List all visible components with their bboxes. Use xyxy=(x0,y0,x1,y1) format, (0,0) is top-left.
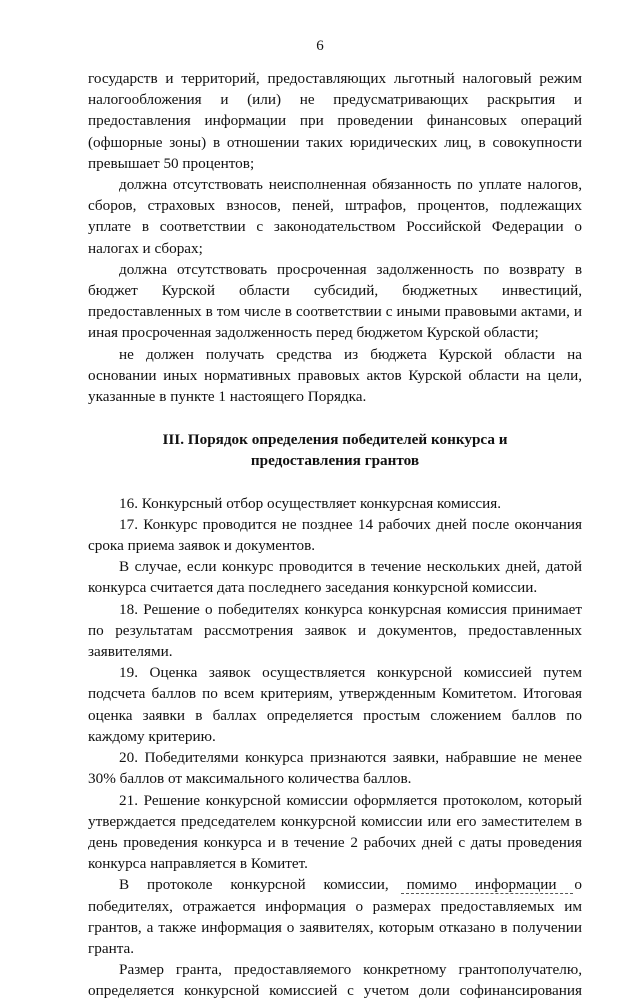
footer-rule xyxy=(401,893,573,894)
paragraph: 16. Конкурсный отбор осуществляет конкурсная комиссия. xyxy=(119,494,502,512)
paragraph: В протоколе конкурсной комиссии, помимо информации о победителях, отражается информация о размерах предоставляемых им грантов, а также информация о заявителях, которым отказано в получении гранта. xyxy=(88,876,582,957)
paragraph: 19. Оценка заявок осуществляется конкурсной комиссией путем подсчета баллов по всем критериям, утвержденным Комитетом. Итоговая оценка заявки в баллах определяется простым сложением баллов по каждому критерию. xyxy=(88,664,582,745)
page-number: 6 xyxy=(316,38,324,54)
paragraph: 20. Победителями конкурса признаются заявки, набравшие не менее 30% баллов от максимального количества баллов. xyxy=(88,749,582,788)
paragraph: 17. Конкурс проводится не позднее 14 рабочих дней после окончания срока приема заявок и документов. xyxy=(88,515,582,555)
section-heading xyxy=(88,429,582,471)
paragraph: должна отсутствовать неисполненная обязанность по уплате налогов, сборов, страховых взносов, пеней, штрафов, процентов, подлежащих уплате в соответствии с законодательством Российской Федерации о налогах и сборах; xyxy=(88,176,582,257)
paragraph: 18. Решение о победителях конкурса конкурсная комиссия принимает по результатам рассмотрения заявок и документов, предоставленных заявителями. xyxy=(88,600,582,661)
paragraph: В случае, если конкурс проводится в течение нескольких дней, датой конкурса считается дата последнего заседания конкурсной комиссии. xyxy=(88,558,582,597)
paragraph: должна отсутствовать просроченная задолженность по возврату в бюджет Курской области субсидий, бюджетных инвестиций, предоставленных в том числе в соответствии с иными правовыми актами, и иная просроченная задолженность перед бюджетом Курской области; xyxy=(88,260,582,342)
paragraph: 21. Решение конкурсной комиссии оформляется протоколом, который утверждается председателем конкурсной комиссии или его заместителем в день проведения конкурса и в течение 2 рабочих дней с даты проведения конкурса направляется в Комитет. xyxy=(88,791,582,873)
section-heading-line: III. Порядок определения победителей конкурса и xyxy=(162,431,508,449)
paragraph: Размер гранта, предоставляемого конкретному грантополучателю, определяется конкурсной комиссией с учетом доли софинансирования xyxy=(88,961,582,1000)
document-body xyxy=(88,68,582,1002)
paragraph-continuation: государств и территорий, предоставляющих льготный налоговый режим налогообложения и (или) не предусматривающих раскрытия и предоставления информации при проведении финансовых операций (офшорные зоны) в отношении таких юридических лиц, в совокупности превышает 50 процентов; xyxy=(88,70,582,172)
paragraph: не должен получать средства из бюджета Курской области на основании иных нормативных правовых актов Курской области на цели, указанные в пункте 1 настоящего Порядка. xyxy=(88,345,582,406)
section-heading-line: предоставления грантов xyxy=(250,452,420,470)
